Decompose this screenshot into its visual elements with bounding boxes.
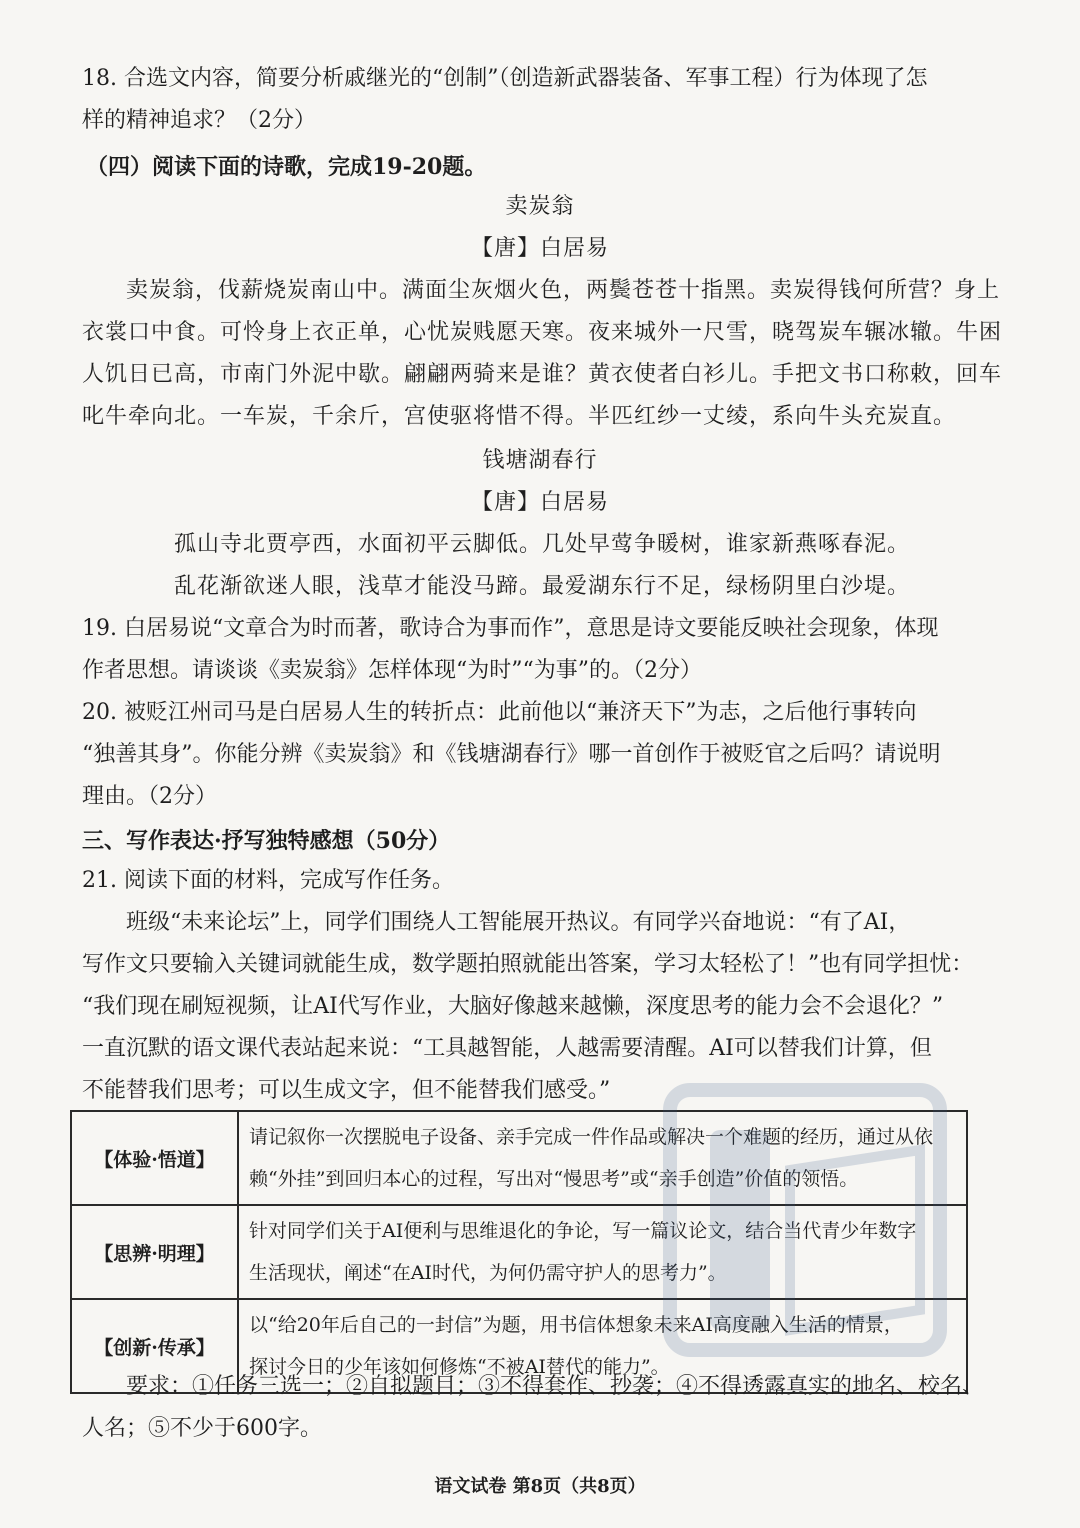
page-footer: 语文试卷 第8页（共8页） bbox=[434, 1476, 646, 1497]
poem2-line: 乱花渐欲迷人眼，浅草才能没马蹄。最爱湖东行不足，绿杨阴里白沙堤。 bbox=[174, 574, 911, 599]
q19-line1: 19. 白居易说“文章合为时而著，歌诗合为事而作”，意思是诗文要能反映社会现象，体现 bbox=[82, 616, 939, 641]
q21-material-line: 班级“未来论坛”上，同学们围绕人工智能展开热议。有同学兴奋地说：“有了AI， bbox=[126, 910, 911, 935]
q21-material-line: 不能替我们思考；可以生成文字，但不能替我们感受。” bbox=[82, 1078, 611, 1103]
q18-line1: 18. 合选文内容，简要分析戚继光的“创制”（创造新武器装备、军事工程）行为体现了怎 bbox=[82, 66, 928, 91]
q21-material-line: “我们现在刷短视频，让AI代写作业，大脑好像越来越懒，深度思考的能力会不会退化？” bbox=[82, 994, 944, 1019]
q21-intro: 21. 阅读下面的材料，完成写作任务。 bbox=[82, 868, 454, 893]
q21-requirements-line2: 人名；⑤不少于600字。 bbox=[82, 1416, 322, 1441]
task-label: 【思辨·明理】 bbox=[71, 1205, 238, 1299]
task-desc-line: 探讨今日的少年该如何修炼“不被AI替代的能力”。 bbox=[249, 1356, 670, 1378]
poem2-line: 孤山寺北贾亭西，水面初平云脚低。几处早莺争暖树，谁家新燕啄春泥。 bbox=[174, 532, 911, 557]
q20-line2: “独善其身”。你能分辨《卖炭翁》和《钱塘湖春行》哪一首创作于被贬官之后吗？请说明 bbox=[82, 742, 941, 767]
task-desc-line: 生活现状，阐述“在AI时代，为何仍需守护人的思考力”。 bbox=[249, 1262, 727, 1284]
section3-heading: 三、写作表达·抒写独特感想（50分） bbox=[82, 828, 451, 854]
poem1-line: 人饥日已高，市南门外泥中歇。翩翩两骑来是谁？黄衣使者白衫儿。手把文书口称敕，回车 bbox=[82, 362, 1002, 387]
task-desc-line: 赖“外挂”到回归本心的过程，写出对“慢思考”或“亲手创造”价值的领悟。 bbox=[249, 1168, 859, 1190]
poem1-line: 衣裳口中食。可怜身上衣正单，心忧炭贱愿天寒。夜来城外一尺雪，晓驾炭车辗冰辙。牛困 bbox=[82, 320, 1002, 345]
poem1-line: 叱牛牵向北。一车炭，千余斤，宫使驱将惜不得。半匹红纱一丈绫，系向牛头充炭直。 bbox=[82, 404, 957, 429]
task-desc-line: 请记叙你一次摆脱电子设备、亲手完成一件作品或解决一个难题的经历，通过从依 bbox=[249, 1126, 934, 1148]
q20-line1: 20. 被贬江州司马是白居易人生的转折点：此前他以“兼济天下”为志，之后他行事转向 bbox=[82, 700, 917, 725]
poem2-author: 【唐】白居易 bbox=[470, 490, 609, 515]
watermark-stamp-icon bbox=[640, 1050, 980, 1390]
section4-heading: （四）阅读下面的诗歌，完成19-20题。 bbox=[86, 154, 487, 180]
task-label: 【体验·悟道】 bbox=[71, 1111, 238, 1205]
poem1-author: 【唐】白居易 bbox=[470, 236, 609, 261]
q18-line2: 样的精神追求？（2分） bbox=[82, 108, 316, 133]
q21-material-line: 写作文只要输入关键词就能生成，数学题拍照就能出答案，学习太轻松了！”也有同学担忧： bbox=[82, 952, 974, 977]
task-label: 【创新·传承】 bbox=[71, 1299, 238, 1393]
poem1-line: 卖炭翁，伐薪烧炭南山中。满面尘灰烟火色，两鬓苍苍十指黑。卖炭得钱何所营？身上 bbox=[126, 278, 1001, 303]
q19-line2: 作者思想。请谈谈《卖炭翁》怎样体现“为时”“为事”的。（2分） bbox=[82, 658, 702, 683]
q20-line3: 理由。（2分） bbox=[82, 784, 217, 809]
task-desc-line: 针对同学们关于AI便利与思维退化的争论，写一篇议论文，结合当代青少年数字 bbox=[249, 1220, 917, 1242]
q21-requirements-line1: 要求：①任务三选一；②自拟题目；③不得套作、抄袭；④不得透露真实的地名、校名、 bbox=[126, 1374, 985, 1399]
task-desc-line: 以“给20年后自己的一封信”为题，用书信体想象未来AI高度融入生活的情景， bbox=[249, 1314, 903, 1336]
poem2-title: 钱塘湖春行 bbox=[482, 448, 598, 473]
poem1-title: 卖炭翁 bbox=[505, 194, 575, 219]
q21-material-line: 一直沉默的语文课代表站起来说：“工具越智能，人越需要清醒。AI可以替我们计算，但 bbox=[82, 1036, 932, 1061]
